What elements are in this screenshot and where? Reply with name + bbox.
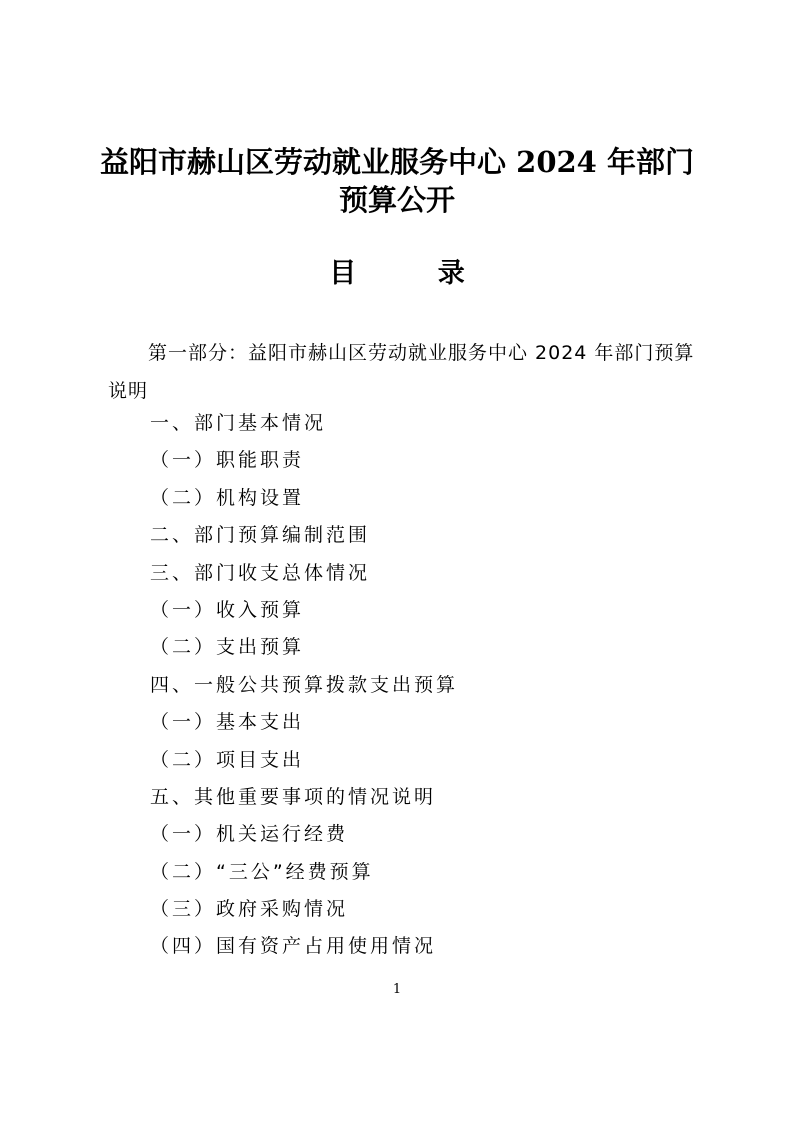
toc-item: 二、部门预算编制范围 [150,524,371,547]
toc-item: （二）项目支出 [150,748,305,771]
toc-part-one: 第一部分：益阳市赫山区劳动就业服务中心 2024 年部门预算说明 [108,342,695,402]
toc-item: （一）收入预算 [150,598,305,621]
toc-item: 一、部门基本情况 [150,412,327,434]
toc-item: 四、一般公共预算拨款支出预算 [150,673,459,696]
document-title-line-2: 预算公开 [338,183,455,217]
table-of-contents-heading: 目 录 [329,258,501,289]
toc-item: 五、其他重要事项的情况说明 [150,785,437,808]
toc-item: （二）“三公”经费预算 [150,860,374,883]
page-number: 1 [392,982,402,997]
toc-item: （二）机构设置 [150,486,305,509]
toc-item: 三、部门收支总体情况 [150,561,371,584]
document-title-line-1: 益阳市赫山区劳动就业服务中心 2024 年部门 [100,145,694,179]
toc-item: （三）政府采购情况 [150,898,349,921]
toc-item: （一）基本支出 [150,711,305,734]
toc-item: （一）职能职责 [150,449,305,472]
toc-item: （四）国有资产占用使用情况 [150,935,437,958]
toc-list [0,405,794,966]
toc-item: （二）支出预算 [150,636,305,659]
toc-item: （一）机关运行经费 [150,823,349,846]
